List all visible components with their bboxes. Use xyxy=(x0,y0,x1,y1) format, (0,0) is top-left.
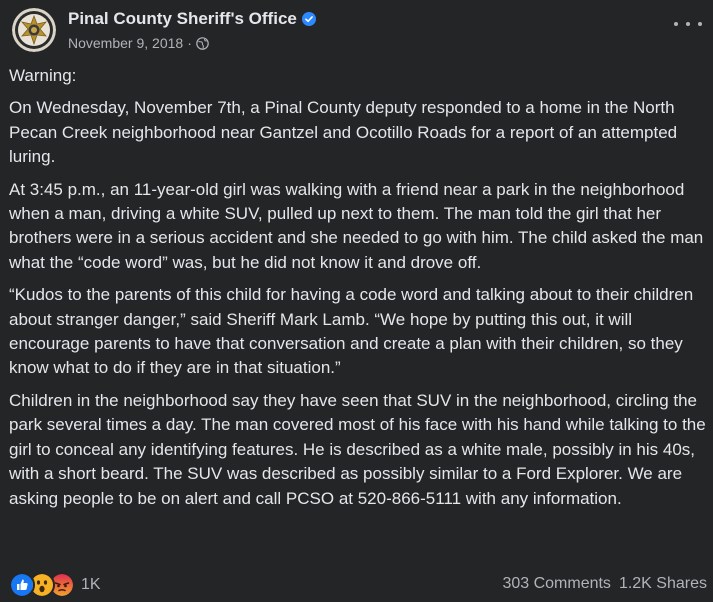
post-date[interactable]: November 9, 2018 xyxy=(68,35,184,51)
post-footer xyxy=(9,571,709,599)
more-options-icon[interactable] xyxy=(674,16,702,32)
reaction-count[interactable]: 1K xyxy=(81,576,101,593)
post-paragraph: At 3:45 p.m., an 11-year-old girl was walking with a friend near a park in the neighborhood when a man, driving a white SUV, pulled up next to them. The man told the girl that her brothers were in a serious accident and she needed to go with him. The child asked the man what the “code word” was, but he did not know it and drove off. xyxy=(9,179,704,272)
post-paragraph: “Kudos to the parents of this child for having a code word and talking about to their children about stranger danger,” said Sheriff Mark Lamb. “We hope by putting this out, it will encourage parents to have that conversation and create a plan with their children, so they know what to do if they are in that situation.” xyxy=(9,285,694,378)
post-paragraph: Children in the neighborhood say they have seen that SUV in the neighborhood, circling the park several times a day. The man covered most of his face with his hand while talking to the girl to conceal any identifying features. He is described as a white male, possibly in his 40s, with a short beard. The SUV was described as possibly similar to a Ford Explorer. We are asking people to be on alert and call PCSO at 520-866-5111 with any information. xyxy=(9,390,706,508)
sheriff-badge-icon[interactable] xyxy=(12,8,56,52)
comments-count[interactable]: 303 Comments xyxy=(502,575,611,592)
reactions-summary[interactable] xyxy=(9,573,101,597)
meta-separator: · xyxy=(187,35,192,51)
post-body xyxy=(9,64,707,519)
shares-count[interactable]: 1.2K Shares xyxy=(618,575,707,592)
page-name[interactable]: Pinal County Sheriff's Office xyxy=(68,9,297,28)
page-name-row xyxy=(68,8,316,30)
like-icon xyxy=(9,572,35,598)
verified-badge-icon xyxy=(302,12,316,26)
post-stats xyxy=(502,575,707,593)
post-paragraph: Warning: xyxy=(9,66,77,85)
post-paragraph: On Wednesday, November 7th, a Pinal County deputy responded to a home in the North Pecan Creek neighborhood near Gantzel and Ocotillo Roads for a report of an attempted luring. xyxy=(9,98,678,167)
post-header xyxy=(12,8,702,58)
globe-icon[interactable] xyxy=(196,37,209,50)
post-meta xyxy=(68,34,209,52)
